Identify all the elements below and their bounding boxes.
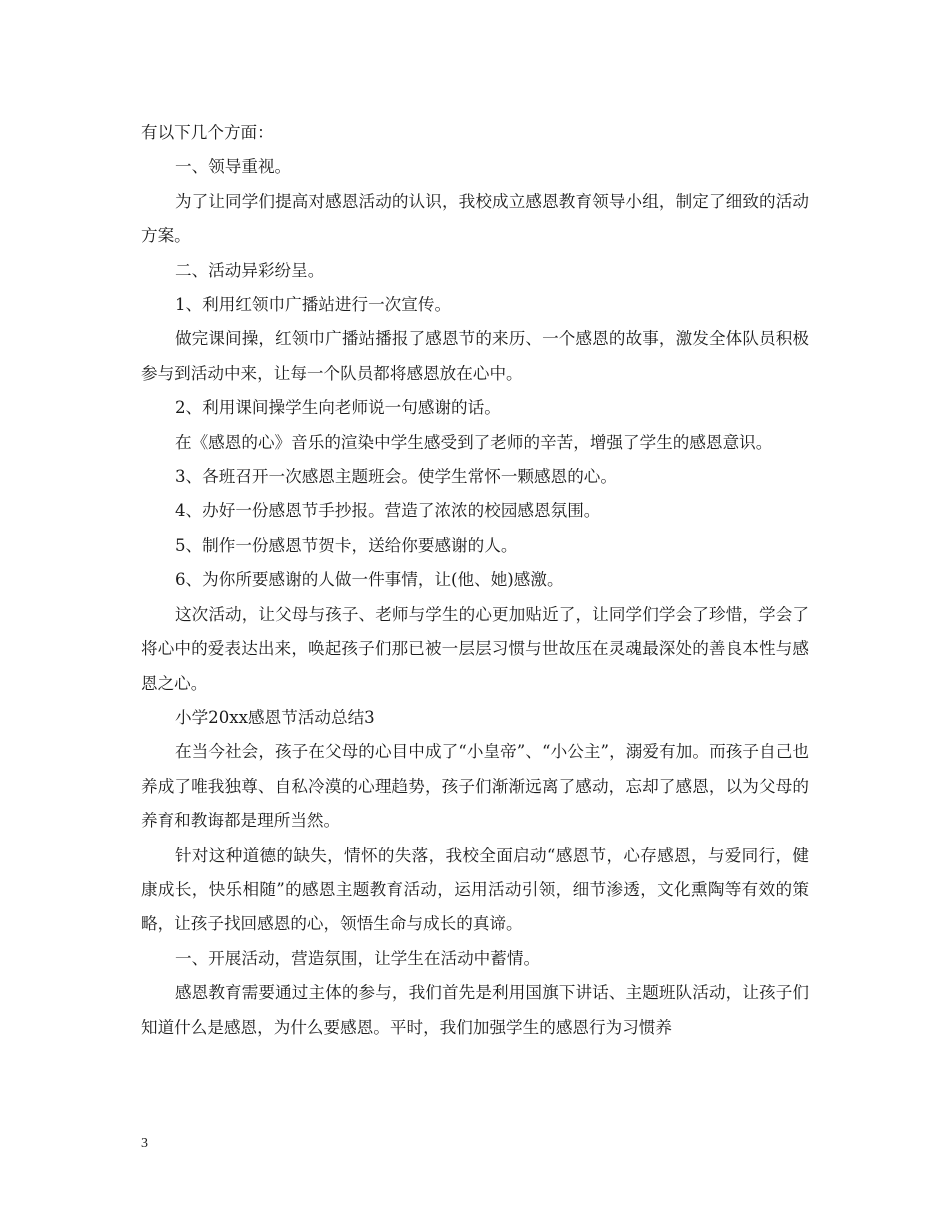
paragraph: 为了让同学们提高对感恩活动的认识，我校成立感恩教育领导小组，制定了细致的活动方案。 [141,191,809,246]
list-item: 4、办好一份感恩节手抄报。营造了浓浓的校园感恩氛围。 [175,501,601,521]
article-title: 小学20xx感恩节活动总结3 [175,707,375,727]
paragraph: 这次活动，让父母与孩子、老师与学生的心更加贴近了，让同学们学会了珍惜，学会了将心中的爱表达出来，唤起孩子们那已被一层层习惯与世故压在灵魂最深处的善良本性与感恩之心。 [141,604,809,693]
section-heading: 一、开展活动，营造氛围，让学生在活动中蓄情。 [175,948,541,968]
paragraph: 感恩教育需要通过主体的参与，我们首先是利用国旗下讲话、主题班队活动，让孩子们知道什么是感恩，为什么要感恩。平时，我们加强学生的感恩行为习惯养 [141,983,809,1037]
section-heading: 二、活动异彩纷呈。 [175,260,325,280]
section-heading: 一、领导重视。 [175,157,292,177]
list-item: 5、制作一份感恩节贺卡，送给你要感谢的人。 [175,535,518,555]
paragraph: 在《感恩的心》音乐的渲染中学生感受到了老师的辛苦，增强了学生的感恩意识。 [175,432,773,452]
list-item: 3、各班召开一次感恩主题班会。使学生常怀一颗感恩的心。 [175,467,617,487]
list-item: 1、利用红领巾广播站进行一次宣传。 [175,295,452,315]
page-number: 3 [141,1136,148,1151]
list-item: 2、利用课间操学生向老师说一句感谢的话。 [175,398,501,418]
paragraph: 有以下几个方面： [141,123,274,142]
paragraph: 做完课间操，红领巾广播站播报了感恩节的来历、一个感恩的故事，激发全体队员积极参与到活动中来，让每一个队员都将感恩放在心中。 [141,329,809,383]
paragraph: 针对这种道德的缺失，情怀的失落，我校全面启动“感恩节，心存感恩，与爱同行，健康成长，快乐相随”的感恩主题教育活动，运用活动引领，细节渗透，文化熏陶等有效的策略，让孩子找回感恩的心，领悟生命与成长的真谛。 [141,845,809,934]
list-item: 6、为你所要感谢的人做一件事情，让(他、她)感激。 [175,570,564,590]
document-body [141,116,809,1045]
paragraph: 在当今社会，孩子在父母的心目中成了“小皇帝”、“小公主”，溺爱有加。而孩子自己也养成了唯我独尊、自私冷漠的心理趋势，孩子们渐渐远离了感动，忘却了感恩，以为父母的养育和教诲都是理所当然。 [141,742,809,831]
